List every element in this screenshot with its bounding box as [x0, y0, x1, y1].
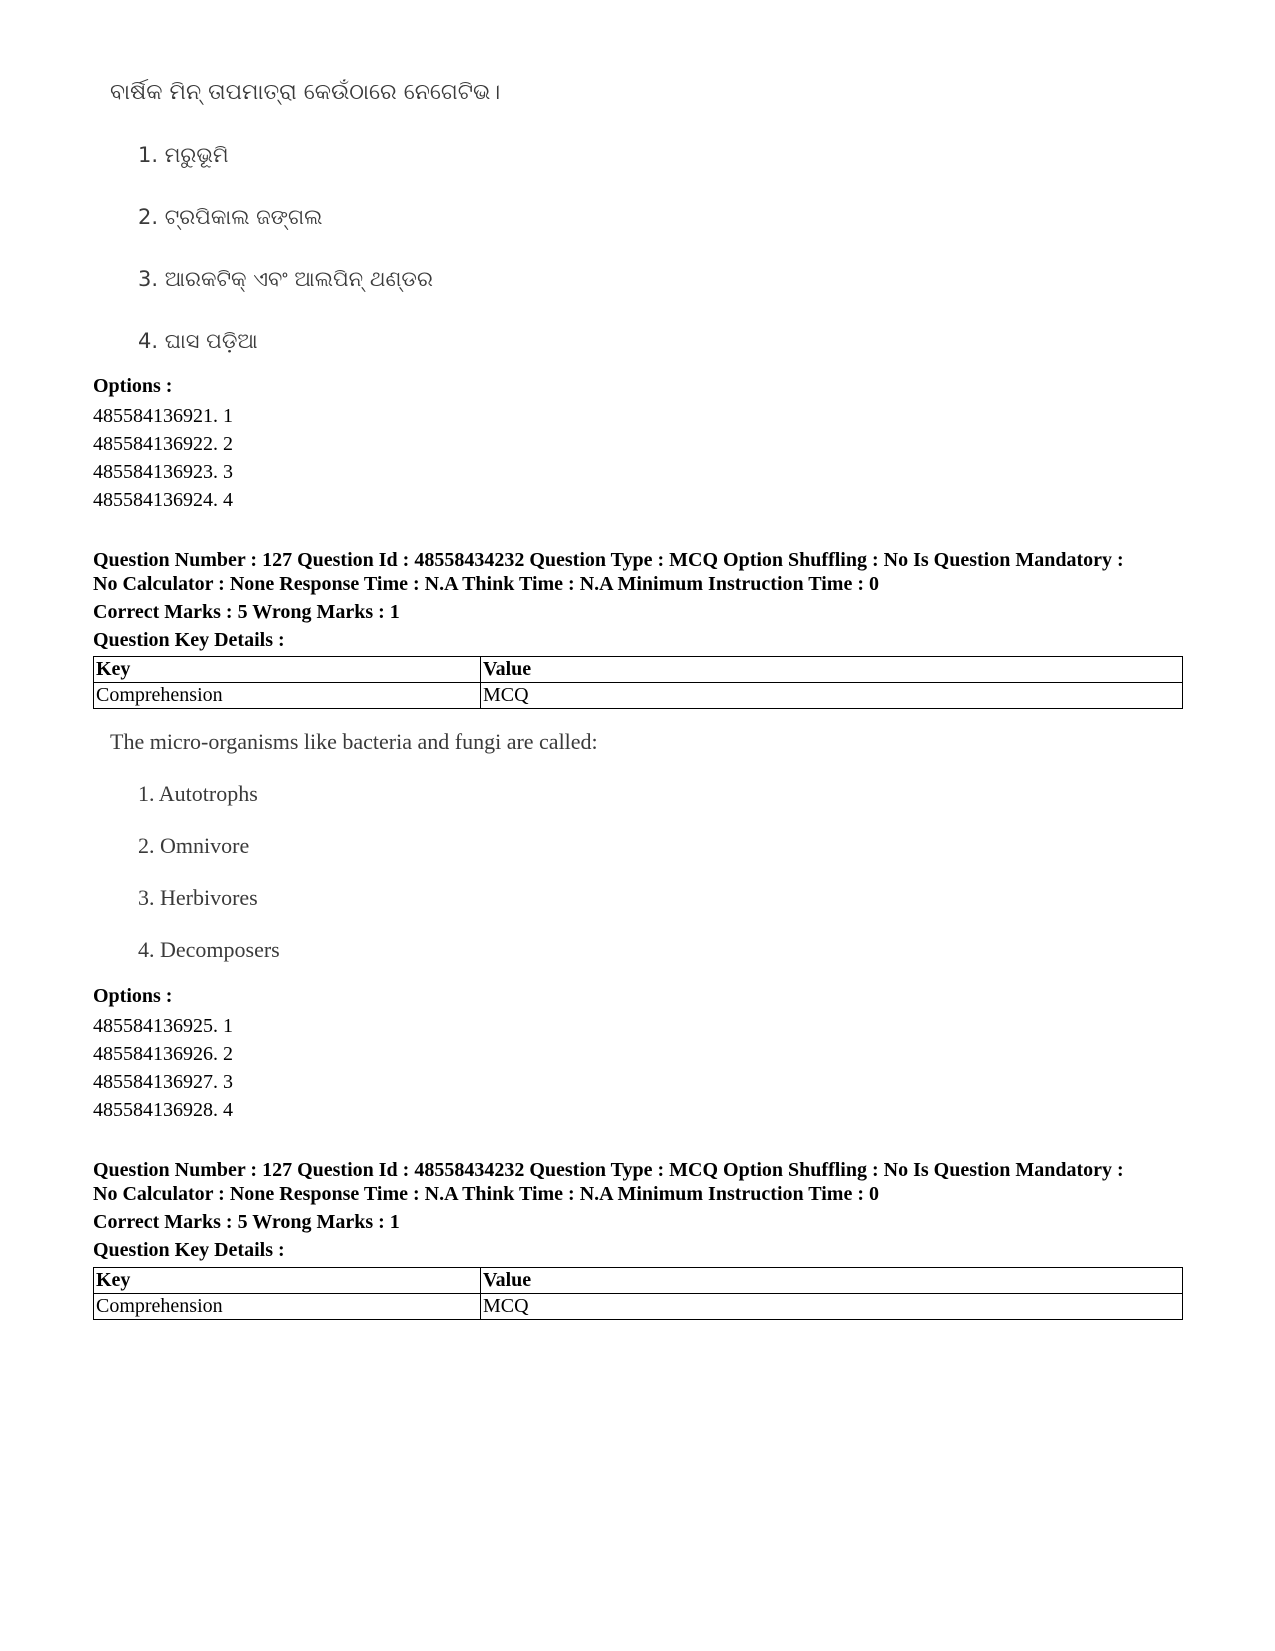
question-meta-line2: No Calculator : None Response Time : N.A Think Time : N.A Minimum Instruction Time : 0 — [93, 573, 879, 595]
option-item: 485584136923. 3 — [93, 461, 233, 483]
option-item: 485584136921. 1 — [93, 405, 233, 427]
choice-3: 3. ଆରକଟିକ୍ ଏବଂ ଆଲପିନ୍ ଥଣ୍ଡର — [138, 267, 433, 291]
choice-3: 3. Herbivores — [138, 885, 258, 910]
table-cell-value: MCQ — [481, 683, 1183, 709]
question-meta-line1: Question Number : 127 Question Id : 48558434232 Question Type : MCQ Option Shuffling : No Is Question Mandatory : — [93, 1159, 1124, 1181]
choice-1: 1. Autotrophs — [138, 781, 258, 806]
table-header-row — [94, 1268, 1183, 1294]
table-cell-value: MCQ — [481, 1294, 1183, 1320]
table-cell-key: Comprehension — [94, 683, 481, 709]
choice-1: 1. ମରୁଭୂମି — [138, 143, 229, 167]
key-details-table — [93, 1267, 1183, 1320]
question-meta-line1: Question Number : 127 Question Id : 48558434232 Question Type : MCQ Option Shuffling : No Is Question Mandatory : — [93, 549, 1124, 571]
key-details-label: Question Key Details : — [93, 1239, 285, 1261]
table-row — [94, 1294, 1183, 1320]
question-stem: The micro-organisms like bacteria and fungi are called: — [110, 729, 598, 754]
table-header-row — [94, 657, 1183, 683]
options-list — [93, 1012, 233, 1124]
table-header-key: Key — [94, 1268, 481, 1294]
option-item: 485584136924. 4 — [93, 489, 233, 511]
options-list — [93, 402, 233, 514]
choice-2: 2. ଟ୍ରପିକାଲ ଜଙ୍ଗଲ — [138, 205, 323, 229]
question-meta — [93, 548, 1124, 596]
choice-4: 4. Decomposers — [138, 937, 280, 962]
question-stem-odia: ବାର୍ଷିକ ମିନ୍ ତାପମାତ୍ରା କେଉଁଠାରେ ନେଗେଟିଭ। — [110, 80, 501, 105]
choice-2: 2. Omnivore — [138, 833, 250, 858]
marks-line: Correct Marks : 5 Wrong Marks : 1 — [93, 1211, 400, 1233]
key-details-table — [93, 656, 1183, 709]
options-label: Options : — [93, 375, 173, 397]
option-item: 485584136926. 2 — [93, 1043, 233, 1065]
table-header-value: Value — [481, 1268, 1183, 1294]
option-item: 485584136927. 3 — [93, 1071, 233, 1093]
option-item: 485584136928. 4 — [93, 1099, 233, 1121]
question-meta-line2: No Calculator : None Response Time : N.A Think Time : N.A Minimum Instruction Time : 0 — [93, 1183, 879, 1205]
question-meta — [93, 1158, 1124, 1206]
option-item: 485584136925. 1 — [93, 1015, 233, 1037]
marks-line: Correct Marks : 5 Wrong Marks : 1 — [93, 601, 400, 623]
table-cell-key: Comprehension — [94, 1294, 481, 1320]
table-row — [94, 683, 1183, 709]
option-item: 485584136922. 2 — [93, 433, 233, 455]
choice-4: 4. ଘାସ ପଡ଼ିଆ — [138, 329, 258, 353]
table-header-value: Value — [481, 657, 1183, 683]
options-label: Options : — [93, 985, 173, 1007]
table-header-key: Key — [94, 657, 481, 683]
key-details-label: Question Key Details : — [93, 629, 285, 651]
